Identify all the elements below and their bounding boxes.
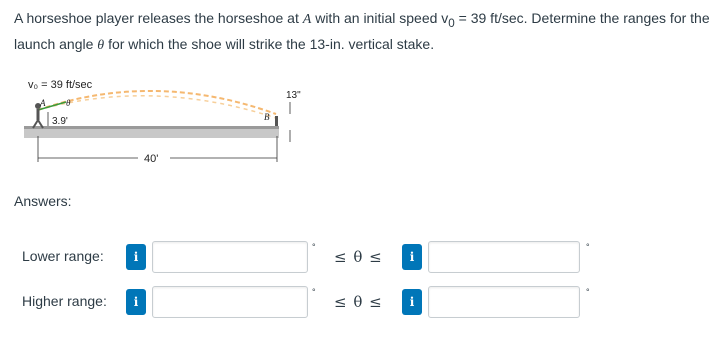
degree-symbol: ° [312,242,316,252]
higher-range-row [0,285,726,319]
subscript-zero: 0 [448,16,455,30]
higher-range-label: Higher range: [22,293,107,309]
theta-label: θ [66,98,71,108]
trajectory-arc [38,91,276,114]
info-icon[interactable]: i [402,244,422,270]
horseshoe-figure [14,76,314,176]
point-a-label: A [40,98,46,108]
trajectory-arc-2 [38,96,276,118]
stake [275,116,278,126]
degree-symbol: ° [586,242,590,252]
inequality-text: ≤ θ ≤ [334,248,383,266]
speed-label: v₀ = 39 ft/sec [28,79,93,91]
higher-range-max-input[interactable] [428,286,580,318]
degree-symbol: ° [312,287,316,297]
lower-range-row [0,240,726,274]
lower-range-label: Lower range: [22,248,104,264]
info-icon[interactable]: i [126,244,146,270]
higher-range-min-input[interactable] [152,286,308,318]
point-a-ref: A [302,12,312,27]
answers-heading: Answers: [14,193,72,209]
problem-text-1: A horseshoe player releases the horseshoe at [14,10,303,26]
problem-text-2: with an initial speed v [311,10,449,26]
inequality-text: ≤ θ ≤ [334,293,383,311]
lower-range-max-input[interactable] [428,241,580,273]
degree-symbol: ° [586,287,590,297]
info-icon[interactable]: i [402,289,422,315]
problem-text-3: = 39 ft/sec. Determine the ranges for the launch angle [14,10,710,52]
problem-statement [14,8,714,56]
stake-height-label: 13" [286,90,301,101]
point-b-label: B [264,112,270,122]
info-icon[interactable]: i [126,289,146,315]
lower-range-min-input[interactable] [152,241,308,273]
height-label: 3.9' [52,116,68,127]
distance-label: 40' [144,153,159,165]
problem-text-4: for which the shoe will strike the 13-in. vertical stake. [104,35,435,52]
theta-ref: θ [97,37,105,53]
